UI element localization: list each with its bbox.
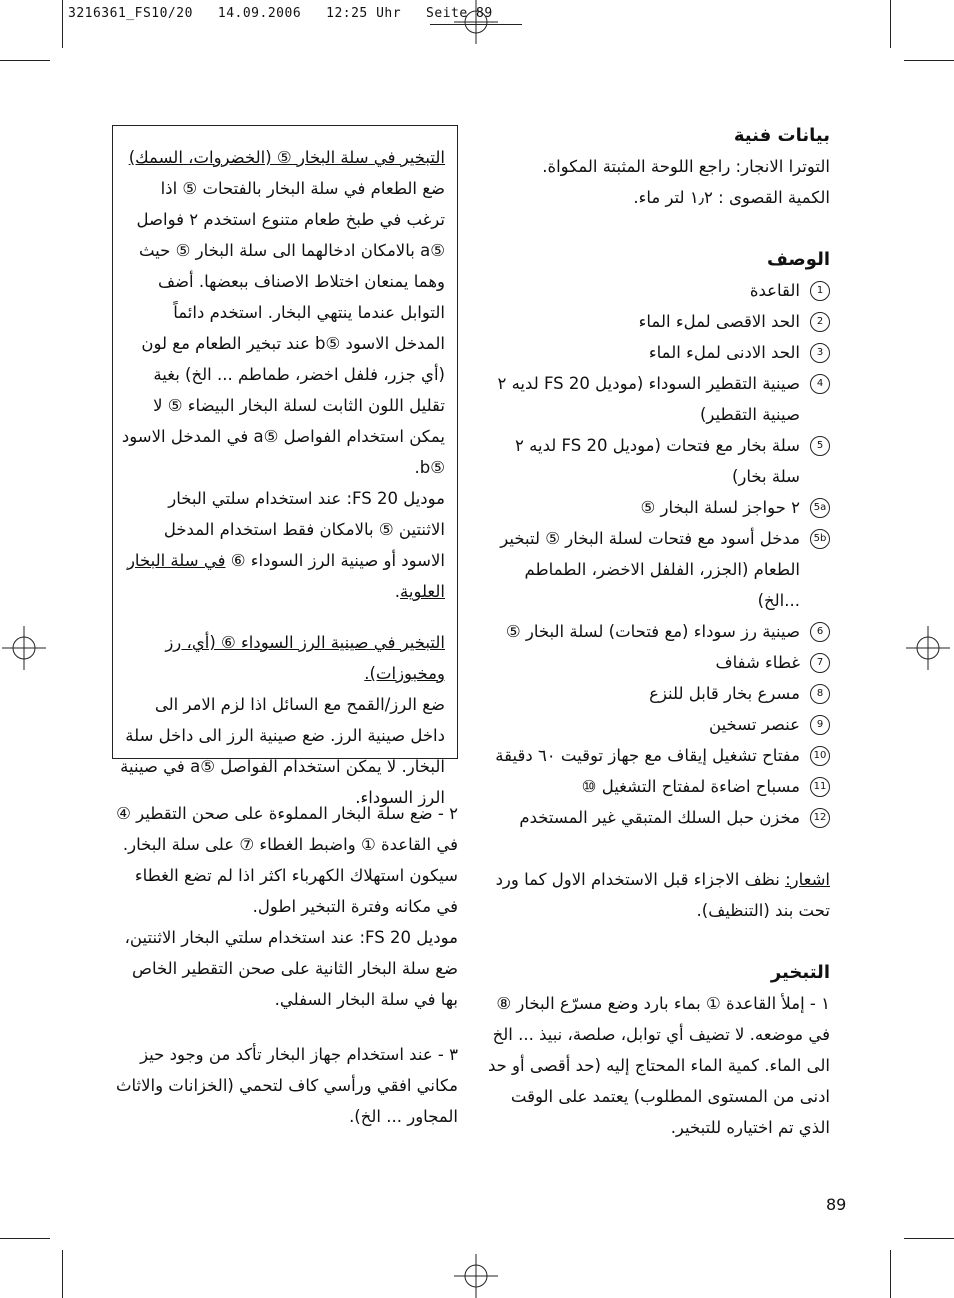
- item-number-icon: 9: [810, 715, 830, 735]
- item-text: الحد الاقصى لملء الماء: [638, 312, 800, 331]
- registration-icon: [2, 626, 46, 670]
- parts-list-item: [482, 337, 830, 368]
- notice: [482, 864, 830, 926]
- item-number-icon: 3: [810, 343, 830, 363]
- step-3: ٣ - عند استخدام جهاز البخار تأكد من وجود حيز مكاني افقي ورأسي كاف لتحمي (الخزانات والاثاث المجاور ... الخ).: [115, 1045, 458, 1126]
- item-number-icon: 8: [810, 684, 830, 704]
- item-text: ٢ حواجز لسلة البخار ⑤: [640, 498, 800, 517]
- parts-list: [482, 275, 830, 833]
- parts-list-item: [482, 523, 830, 616]
- notice-text: نظف الاجزاء قبل الاستخدام الاول كما ورد تحت بند (التنظيف).: [495, 870, 830, 920]
- box-model-text: موديل FS 20: عند استخدام سلتي البخار الاثنتين ⑤ بالامكان فقط استخدام المدخل الاسود أو صينية الرز السوداء ⑥: [163, 489, 445, 570]
- item-number-icon: 4: [810, 374, 830, 394]
- item-number-icon: 6: [810, 622, 830, 642]
- item-text: الحد الادنى لملء الماء: [648, 343, 800, 362]
- box-model-end: .: [394, 582, 400, 601]
- item-text: مدخل أسود مع فتحات لسلة البخار ⑤ لتبخير الطعام (الجزر، الفلفل الاخضر، الطماطم ...الخ): [500, 529, 800, 610]
- item-number-icon: 10: [810, 746, 830, 766]
- parts-list-item: [482, 430, 830, 492]
- tech-line: التوترا الانجار: راجع اللوحة المثبتة المكواة.: [542, 157, 830, 176]
- page-number: 89: [826, 1195, 847, 1214]
- item-number-icon: 7: [810, 653, 830, 673]
- box-heading-rice: التبخير في صينية الرز السوداء ⑥ (أي، رز ومخبوزات).: [165, 633, 445, 683]
- item-text: مسباح اضاءة لمفتاح التشغيل ⑩: [581, 777, 800, 796]
- crop-mark: [904, 60, 954, 61]
- parts-list-item: [482, 616, 830, 647]
- parts-list-item: [482, 306, 830, 337]
- crop-mark: [62, 1250, 63, 1298]
- step-2-model: موديل FS 20: عند استخدام سلتي البخار الاثنتين، ضع سلة البخار الثانية على صحن التقطير الخاص بها في سلة البخار السفلي.: [124, 928, 458, 1009]
- item-number-icon: 11: [810, 777, 830, 797]
- item-number-icon: 1: [810, 281, 830, 301]
- parts-list-item: [482, 275, 830, 306]
- item-text: مخزن حبل السلك المتبقي غير المستخدم: [519, 808, 800, 827]
- box-heading-basket: التبخير في سلة البخار ⑤ (الخضروات، السمك): [128, 148, 445, 167]
- item-text: غطاء شفاف: [715, 653, 800, 672]
- box-paragraph-rice: ضع الرز/القمح مع السائل اذا لزم الامر الى داخل صينية الرز. ضع صينية الرز الى داخل سلة البخار. لا يمكن استخدام الفواصل ⑤a في صينية الرز السوداء.: [120, 695, 445, 807]
- item-number-icon: 12: [810, 808, 830, 828]
- item-number-icon: 5: [810, 436, 830, 456]
- registration-icon: [906, 626, 950, 670]
- crop-mark: [890, 1250, 891, 1298]
- crop-mark: [890, 0, 891, 48]
- crop-mark: [62, 0, 63, 48]
- item-text: عنصر تسخين: [709, 715, 800, 734]
- parts-list-item: [482, 678, 830, 709]
- crop-mark: [0, 1238, 50, 1239]
- item-number-icon: 2: [810, 312, 830, 332]
- parts-list-item: [482, 647, 830, 678]
- item-text: صينية التقطير السوداء (موديل FS 20 لديه ٢ صينية التقطير): [497, 374, 800, 424]
- parts-list-item: [482, 492, 830, 523]
- item-text: القاعدة: [749, 281, 800, 300]
- parts-list-item: [482, 368, 830, 430]
- crop-mark: [904, 1238, 954, 1239]
- parts-list-item: [482, 740, 830, 771]
- parts-list-item: [482, 771, 830, 802]
- steaming-step-1: ١ - إملأ القاعدة ① بماء بارد وضع مسرّع البخار ⑧ في موضعه. لا تضيف أي توابل، صلصة، نبيذ ... الخ الى الماء. كمية الماء المحتاج إليه (حد أقصى أو حد ادنى من المستوى المطلوب) يعتمد على الوقت الذي تم اختياره للتبخير.: [487, 994, 830, 1137]
- parts-list-item: [482, 802, 830, 833]
- left-column: [112, 798, 458, 1132]
- notice-label: اشعار:: [785, 870, 830, 889]
- box-paragraph-model: [119, 483, 445, 607]
- item-text: مفتاح تشغيل إيقاف مع جهاز توقيت ٦٠ دقيقة: [495, 746, 800, 765]
- item-text: مسرع بخار قابل للنزع: [649, 684, 800, 703]
- box-paragraph: ضع الطعام في سلة البخار بالفتحات ⑤ اذا ترغب في طبخ طعام متنوع استخدم ٢ فواصل ⑤a بالامكان ادخالهما الى سلة البخار ⑤ حيث وهما يمنعان اختلاط الاصناف ببعضها. أضف التوابل عندما ينتهي البخار. استخدم دائماً المدخل الاسود ⑤b عند تبخير الطعام مع لون (أي جزر، فلفل اخضر، طماطم ... الخ) بغية تقليل اللون الثابت لسلة البخار البيضاء ⑤ لا يمكن استخدام الفواصل ⑤a في المدخل الاسود ⑤b.: [121, 179, 445, 477]
- crop-mark: [0, 60, 50, 61]
- registration-icon: [454, 1254, 498, 1298]
- print-slug: 3216361_FS10/20 14.09.2006 12:25 Uhr Seite 89: [68, 6, 493, 21]
- right-column: [482, 120, 830, 1143]
- tech-heading: بيانات فنية: [733, 125, 830, 146]
- item-text: صينية رز سوداء (مع فتحات) لسلة البخار ⑤: [505, 622, 800, 641]
- steaming-box: [112, 125, 458, 807]
- item-text: سلة بخار مع فتحات (موديل FS 20 لديه ٢ سلة بخار): [515, 436, 800, 486]
- description-heading: الوصف: [766, 249, 830, 270]
- steaming-heading: التبخير: [770, 962, 830, 983]
- parts-list-item: [482, 709, 830, 740]
- item-number-icon: 5a: [810, 498, 830, 518]
- step-2: ٢ - ضع سلة البخار المملوءة على صحن التقطير ④ في القاعدة ① واضبط الغطاء ⑦ على سلة البخار. سيكون استهلاك الكهرباء اكثر اذا لم تضع الغطاء في مكانه وفترة التبخير اطول.: [116, 804, 458, 916]
- box-model-underlined: في سلة البخار العلوية: [126, 551, 445, 601]
- tech-line: الكمية القصوى : ١٫٢ لتر ماء.: [633, 188, 830, 207]
- item-number-icon: 5b: [810, 529, 830, 549]
